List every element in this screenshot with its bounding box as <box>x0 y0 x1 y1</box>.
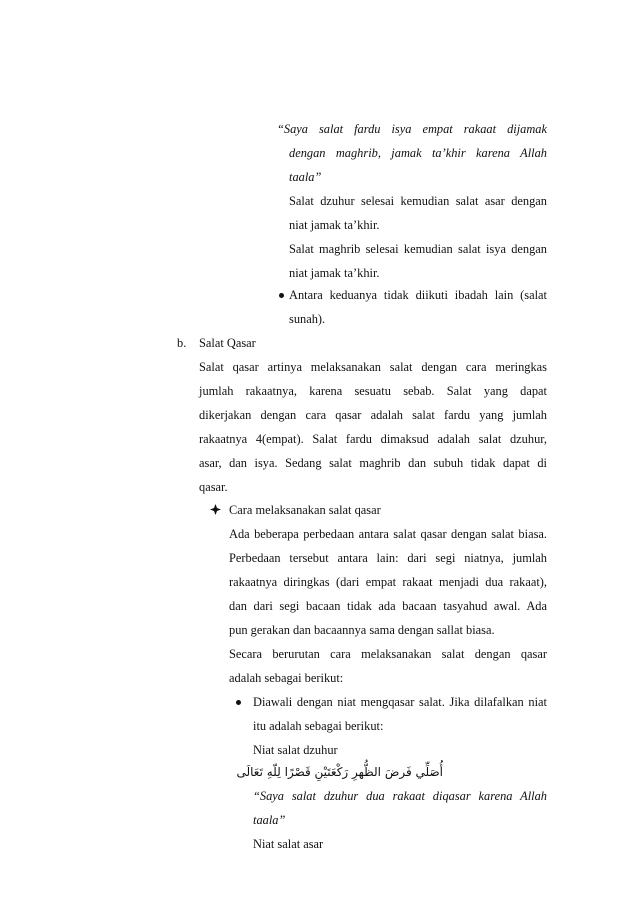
paragraph-line: rakaatnya diringkas (dari empat rakaat menjadi dua rakaat), <box>229 575 547 589</box>
quote-line: taala” <box>289 170 322 184</box>
text-line: niat jamak ta’khir. <box>289 266 380 280</box>
paragraph-line: Ada beberapa perbedaan antara salat qasar dengan salat biasa. <box>229 527 547 541</box>
bullet-icon <box>279 293 284 298</box>
paragraph-line: qasar. <box>199 480 228 494</box>
quote-line: taala” <box>253 813 286 827</box>
quote-line: “Saya salat dzuhur dua rakaat diqasar karena Allah <box>253 789 547 803</box>
bullet-text: Diawali dengan niat mengqasar salat. Jika dilafalkan niat <box>253 695 547 709</box>
paragraph-line: dan dari segi bacaan tidak ada bacaan tasyahud awal. Ada <box>229 599 547 613</box>
bullet-icon <box>236 700 241 705</box>
text-line: Salat dzuhur selesai kemudian salat asar dengan <box>289 194 547 208</box>
bullet-text: sunah). <box>289 312 326 326</box>
paragraph-line: asar, dan isya. Sedang salat maghrib dan subuh tidak dapat di <box>199 456 547 470</box>
bullet-text: Antara keduanya tidak diikuti ibadah lain (salat <box>289 288 547 302</box>
paragraph-line: jumlah rakaatnya, karena sesuatu sebab. Salat yang dapat <box>199 384 547 398</box>
diamond-bullet-icon <box>210 504 221 515</box>
paragraph-line: pun gerakan dan bacaannya sama dengan sallat biasa. <box>229 623 495 637</box>
bullet-text: itu adalah sebagai berikut: <box>253 719 384 733</box>
paragraph-line: Perbedaan tersebut antara lain: dari segi niatnya, jumlah <box>229 551 547 565</box>
paragraph-line: adalah sebagai berikut: <box>229 671 344 685</box>
section-marker: b. <box>177 336 187 350</box>
paragraph-line: rakaatnya 4(empat). Salat fardu dimaksud adalah salat dzuhur, <box>199 432 547 446</box>
quote-line: dengan maghrib, jamak ta’khir karena Allah <box>289 146 547 160</box>
paragraph-line: dikerjakan dengan cara qasar adalah salat fardu yang jumlah <box>199 408 547 422</box>
paragraph-line: Salat qasar artinya melaksanakan salat dengan cara meringkas <box>199 360 547 374</box>
arabic-niat-text: أُصَلِّي فَرضَ الظُّهرِ رَكْعَتَيْنِ قَصْرًا لِلّهِ تَعَالَى <box>236 765 443 779</box>
text-line: Salat maghrib selesai kemudian salat isya dengan <box>289 242 547 256</box>
section-heading: Salat Qasar <box>199 336 256 350</box>
niat-label: Niat salat dzuhur <box>253 743 338 757</box>
subsection-heading: Cara melaksanakan salat qasar <box>229 503 381 517</box>
quote-line: “Saya salat fardu isya empat rakaat dijamak <box>277 122 547 136</box>
paragraph-line: Secara berurutan cara melaksanakan salat dengan qasar <box>229 647 547 661</box>
niat-label: Niat salat asar <box>253 837 324 851</box>
text-line: niat jamak ta’khir. <box>289 218 380 232</box>
